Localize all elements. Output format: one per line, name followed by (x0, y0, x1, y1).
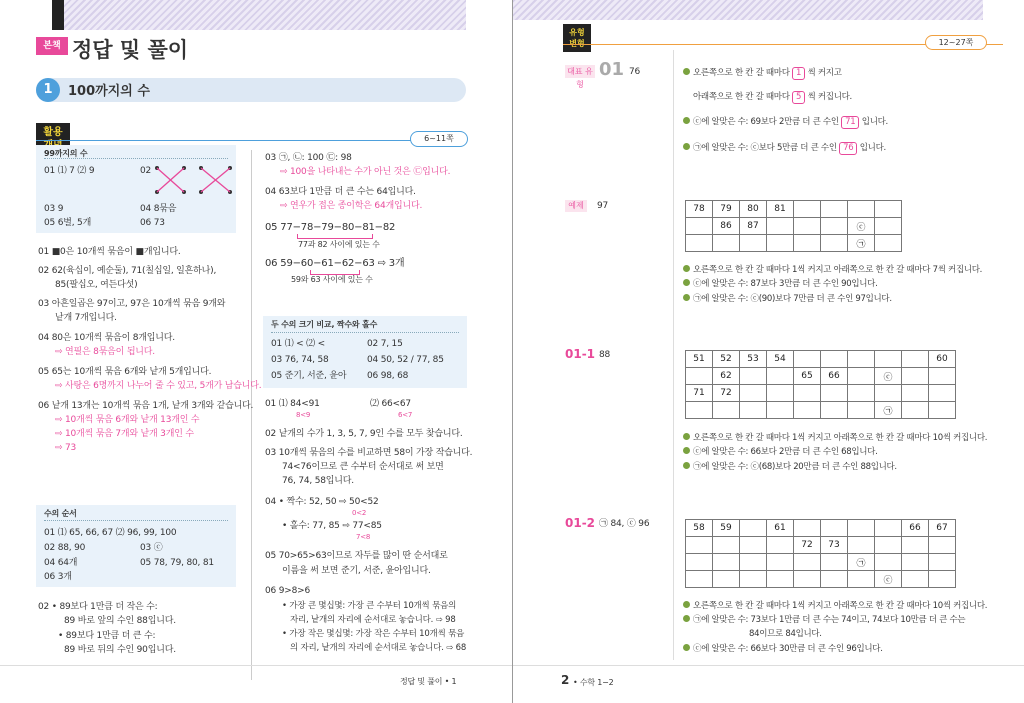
table-cell (740, 235, 767, 252)
table-cell (875, 537, 902, 554)
footer-text: • 수학 1−2 (573, 678, 614, 687)
rep-line-4: ㉠에 알맞은 수: ⓒ보다 5만큼 더 큰 수인 76 입니다. (683, 142, 886, 155)
exp-line: ⇨ 10개씩 묶음 6개와 낱개 13개인 수 (55, 415, 200, 425)
header-tab (52, 0, 64, 30)
table-cell (686, 554, 713, 571)
table-cell (740, 385, 767, 402)
table-cell: 87 (740, 218, 767, 235)
box3-a5: 05 준기, 서준, 윤아 (271, 371, 347, 381)
problem-1-label: 01-1 (565, 347, 596, 361)
exp2-line: 89 바로 뒤의 수인 90입니다. (64, 645, 176, 655)
table-cell (686, 368, 713, 385)
table-cell (929, 554, 956, 571)
col2b-line: 자리, 낱개의 자리에 순서대로 놓습니다. ⇨ 98 (290, 615, 456, 625)
book-tag: 본책 (36, 37, 68, 55)
table-cell (713, 537, 740, 554)
table-cell: 65 (794, 368, 821, 385)
table-cell: 72 (713, 385, 740, 402)
table-cell (848, 402, 875, 419)
table-cell (902, 368, 929, 385)
exp-line: 85(팔십오, 여든다섯) (55, 280, 138, 290)
table-cell (902, 385, 929, 402)
exp-line: 04 80은 10개씩 묶음이 8개입니다. (38, 333, 175, 343)
table-cell: 53 (740, 351, 767, 368)
table-row (686, 520, 956, 537)
table-cell (875, 554, 902, 571)
p2-line: ㉠에 알맞은 수: 73보다 1만큼 더 큰 수는 74이고, 74보다 10만큼 더 큰 수는 (683, 614, 965, 627)
unit-number: 1 (36, 78, 60, 102)
table-cell (821, 351, 848, 368)
problem-1-answer: 88 (599, 350, 611, 360)
section-rule (36, 140, 460, 141)
table-cell (794, 385, 821, 402)
table-cell: ⓒ (848, 218, 875, 235)
table-cell (794, 235, 821, 252)
table-cell (821, 520, 848, 537)
col2b-line: 01 ⑴ 84<91 (265, 399, 320, 409)
table-cell (686, 571, 713, 588)
table-cell (740, 554, 767, 571)
page-range: 12~27쪽 (925, 35, 987, 50)
page-title: 정답 및 풀이 (72, 38, 189, 62)
box3-a4: 04 50, 52 / 77, 85 (367, 355, 444, 365)
section-badge: 활용 (36, 123, 70, 155)
problem-2-answer: ㉠ 84, ⓒ 96 (599, 519, 650, 529)
col2b-line: • 가장 큰 몇십몇: 가장 큰 수부터 10개씩 묶음의 (282, 601, 457, 611)
table-cell: 79 (713, 201, 740, 218)
exp2-line: 89 바로 앞의 수인 88입니다. (64, 616, 176, 626)
table-cell: 58 (686, 520, 713, 537)
table-cell: 66 (821, 368, 848, 385)
table-cell (848, 385, 875, 402)
col2b-line: 03 10개씩 묶음의 수를 비교하면 58이 가장 작습니다. (265, 448, 473, 458)
table-cell (794, 554, 821, 571)
box1-a1: 01 ⑴ 7 ⑵ 9 (44, 166, 95, 176)
table-cell: 54 (767, 351, 794, 368)
box3-a2: 02 7, 15 (367, 339, 403, 349)
table-cell (821, 201, 848, 218)
example-label: 예제 (565, 200, 587, 212)
col2-line: 06 59−60−61−62−63 ⇨ 3개 (265, 258, 405, 269)
box1-a4: 04 8묶음 (140, 204, 177, 214)
column-divider (673, 50, 674, 660)
p1-line: ⓒ에 알맞은 수: 66보다 2만큼 더 큰 수인 68입니다. (683, 446, 878, 459)
box2-title: 수의 순서 (44, 509, 77, 518)
col2b-line: 6<7 (398, 411, 413, 419)
table-cell (740, 537, 767, 554)
table-row (686, 201, 902, 218)
table-cell (875, 385, 902, 402)
exp2-line: • 89보다 1만큼 더 큰 수: (58, 631, 156, 641)
table-cell (686, 537, 713, 554)
table-cell (875, 201, 902, 218)
exp-line: 06 낱개 13개는 10개씩 묶음 1개, 낱개 3개와 같습니다. (38, 401, 254, 411)
table-cell: ㉠ (848, 554, 875, 571)
table-cell (740, 402, 767, 419)
table-cell (767, 402, 794, 419)
col2b-line: 04 • 짝수: 52, 50 ⇨ 50<52 (265, 497, 379, 507)
exp-line: ⇨ 사탕은 6명까지 나누어 줄 수 있고, 5개가 남습니다. (55, 381, 262, 391)
table-cell: 52 (713, 351, 740, 368)
table-cell (794, 351, 821, 368)
table-row (686, 235, 902, 252)
rep-line-2: 아래쪽으로 한 칸 갈 때마다 5 씩 커집니다. (693, 92, 852, 102)
table-row (686, 554, 956, 571)
number-table-3 (685, 519, 956, 588)
box1-title: 99까지의 수 (44, 149, 88, 158)
table-cell (902, 554, 929, 571)
table-cell (740, 571, 767, 588)
exp-line: 낱개 7개입니다. (55, 313, 117, 323)
box2-a6: 06 3개 (44, 572, 72, 582)
table-cell (875, 235, 902, 252)
table-cell: 72 (794, 537, 821, 554)
table-cell (929, 537, 956, 554)
table-cell (686, 235, 713, 252)
col2b-line: • 가장 작은 몇십몇: 가장 작은 수부터 10개씩 묶음 (282, 629, 465, 639)
table-cell (794, 218, 821, 235)
table-cell (767, 571, 794, 588)
table-cell (794, 520, 821, 537)
table-cell (794, 201, 821, 218)
table-cell (821, 571, 848, 588)
page-footer: 정답 및 풀이 • 1 (400, 677, 457, 686)
table-cell: 60 (929, 351, 956, 368)
box3-a6: 06 98, 68 (367, 371, 409, 381)
table-cell: 66 (902, 520, 929, 537)
box3-a3: 03 76, 74, 58 (271, 355, 329, 365)
box2-a4: 04 64개 (44, 558, 78, 568)
exp-line: ⇨ 73 (55, 443, 77, 453)
col2b-line: • 홀수: 77, 85 ⇨ 77<85 (282, 521, 382, 531)
header-hatch (62, 0, 466, 30)
table-cell (902, 571, 929, 588)
table-cell: 81 (767, 201, 794, 218)
table-cell (713, 571, 740, 588)
ex-line: ㉠에 알맞은 수: ⓒ(90)보다 7만큼 더 큰 수인 97입니다. (683, 293, 892, 306)
table-cell (929, 571, 956, 588)
answer-box-3 (263, 316, 467, 388)
exp-line: 01 ■0은 10개씩 묶음이 ■개입니다. (38, 247, 181, 257)
number-table-2 (685, 350, 956, 419)
p2-line: 84이므로 84입니다. (749, 629, 822, 639)
rep-line-3: ⓒ에 알맞은 수: 69보다 2만큼 더 큰 수인 71 입니다. (683, 116, 888, 129)
rep-number: 01 (599, 59, 625, 80)
table-row (686, 218, 902, 235)
right-page (512, 0, 1024, 703)
table-cell (875, 351, 902, 368)
table-cell (929, 402, 956, 419)
table-cell (902, 537, 929, 554)
section-badge: 유형 변형 (563, 24, 591, 52)
matching-diagram (154, 161, 236, 199)
table-cell (686, 218, 713, 235)
table-cell (902, 402, 929, 419)
col2-line: 05 77−78−79−80−81−82 (265, 222, 396, 233)
table-cell (848, 520, 875, 537)
table-cell: 59 (713, 520, 740, 537)
table-cell (767, 385, 794, 402)
exp-line: 03 아흔일곱은 97이고, 97은 10개씩 묶음 9개와 (38, 299, 226, 309)
table-row (686, 537, 956, 554)
table-cell (902, 351, 929, 368)
table-cell (848, 571, 875, 588)
table-cell (848, 368, 875, 385)
table-cell: 67 (929, 520, 956, 537)
table-cell: 86 (713, 218, 740, 235)
col2-line: 04 63보다 1만큼 더 큰 수는 64입니다. (265, 187, 416, 197)
table-cell (929, 368, 956, 385)
table-cell (767, 218, 794, 235)
table-cell: ㉠ (875, 402, 902, 419)
box2-a2: 02 88, 90 (44, 543, 86, 553)
table-cell (821, 402, 848, 419)
col2b-line: ⑵ 66<67 (370, 399, 411, 409)
table-cell: ⓒ (875, 368, 902, 385)
table-cell (848, 537, 875, 554)
col2-line: ⇨ 연우가 접은 종이학은 64개입니다. (280, 201, 423, 211)
col2b-line: 7<8 (356, 533, 371, 541)
page-range: 6~11쪽 (410, 131, 468, 147)
table-cell (794, 571, 821, 588)
table-cell (740, 520, 767, 537)
p2-line: 오른쪽으로 한 칸 갈 때마다 1씩 커지고 아래쪽으로 한 칸 갈 때마다 10씩 커집니다. (683, 600, 987, 613)
col2b-line: 06 9>8>6 (265, 586, 310, 596)
table-cell: 78 (686, 201, 713, 218)
box3-a1: 01 ⑴ < ⑵ < (271, 339, 325, 349)
table-cell: 62 (713, 368, 740, 385)
table-cell (686, 402, 713, 419)
example-answer: 97 (597, 201, 609, 211)
col2b-line: 이름을 써 보면 준기, 서준, 윤아입니다. (282, 566, 431, 576)
col2b-line: 8<9 (296, 411, 311, 419)
table-cell (875, 218, 902, 235)
header-hatch (513, 0, 983, 20)
table-cell: 71 (686, 385, 713, 402)
exp-line: 02 62(육십이, 예순둘), 71(칠십일, 일흔하나), (38, 266, 217, 276)
box2-a5: 05 78, 79, 80, 81 (140, 558, 214, 568)
col2-line: 03 ㉠, ㉡: 100 ㉢: 98 (265, 153, 352, 163)
ex-line: 오른쪽으로 한 칸 갈 때마다 1씩 커지고 아래쪽으로 한 칸 갈 때마다 7씩 커집니다. (683, 264, 982, 277)
box2-a3: 03 ⓒ (140, 543, 163, 553)
col2b-line: 의 자리, 낱개의 자리에 순서대로 놓습니다. ⇨ 68 (290, 643, 467, 653)
p1-line: 오른쪽으로 한 칸 갈 때마다 1씩 커지고 아래쪽으로 한 칸 갈 때마다 10씩 커집니다. (683, 432, 987, 445)
table-cell (821, 554, 848, 571)
footer-page-number: 2 (561, 673, 570, 687)
table-cell: 51 (686, 351, 713, 368)
table-cell (713, 402, 740, 419)
table-cell (821, 235, 848, 252)
table-cell (767, 368, 794, 385)
box1-a5: 05 6별, 5개 (44, 218, 92, 228)
p2-line: ⓒ에 알맞은 수: 66보다 30만큼 더 큰 수인 96입니다. (683, 643, 883, 656)
ex-line: ⓒ에 알맞은 수: 87보다 3만큼 더 큰 수인 90입니다. (683, 278, 878, 291)
rep-line-1: 오른쪽으로 한 칸 갈 때마다 1 씩 커지고 (683, 67, 842, 80)
table-row (686, 351, 956, 368)
col2b-line: 74<76이므로 큰 수부터 순서대로 써 보면 (282, 462, 444, 472)
table-cell: ⓒ (875, 571, 902, 588)
table-cell (713, 235, 740, 252)
table-cell: 80 (740, 201, 767, 218)
table-row (686, 368, 956, 385)
table-cell (848, 351, 875, 368)
exp-line: ⇨ 연필은 8묶음이 됩니다. (55, 347, 155, 357)
exp-line: 05 65는 10개씩 묶음 6개와 낱개 5개입니다. (38, 367, 212, 377)
col2-line: 59와 63 사이에 있는 수 (291, 275, 373, 284)
table-cell (929, 385, 956, 402)
table-cell (767, 537, 794, 554)
table-cell: 61 (767, 520, 794, 537)
col2b-line: 0<2 (352, 509, 367, 517)
table-row (686, 402, 956, 419)
table-cell: ㉠ (848, 235, 875, 252)
table-cell (713, 554, 740, 571)
col2-line: ⇨ 100을 나타내는 수가 아닌 것은 ㉢입니다. (280, 167, 451, 177)
rep-label: 대표 유형 (565, 65, 595, 78)
table-cell (740, 368, 767, 385)
col2b-line: 05 70>65>63이므로 자두를 많이 딴 순서대로 (265, 551, 448, 561)
table-cell: 73 (821, 537, 848, 554)
rep-answer: 76 (629, 67, 641, 77)
box2-a1: 01 ⑴ 65, 66, 67 ⑵ 96, 99, 100 (44, 528, 177, 538)
table-cell (794, 402, 821, 419)
box1-a6: 06 73 (140, 218, 165, 228)
answer-box-2 (36, 505, 236, 587)
box1-a2: 02 (140, 166, 152, 176)
exp2-line: 02 • 89보다 1만큼 더 작은 수: (38, 602, 158, 612)
table-cell (821, 385, 848, 402)
exp-line: ⇨ 10개씩 묶음 7개와 낱개 3개인 수 (55, 429, 194, 439)
table-cell (767, 554, 794, 571)
table-row (686, 571, 956, 588)
unit-title: 100까지의 수 (68, 84, 150, 99)
problem-2-label: 01-2 (565, 516, 596, 530)
table-cell (875, 520, 902, 537)
col2-line: 77과 82 사이에 있는 수 (298, 240, 380, 249)
table-cell (767, 235, 794, 252)
table-cell (848, 201, 875, 218)
table-row (686, 385, 956, 402)
box3-title: 두 수의 크기 비교, 짝수와 홀수 (271, 320, 378, 329)
column-divider (251, 150, 252, 680)
answer-box-1 (36, 145, 236, 233)
col2b-line: 02 낱개의 수가 1, 3, 5, 7, 9인 수를 모두 찾습니다. (265, 429, 463, 439)
p1-line: ㉠에 알맞은 수: ⓒ(68)보다 20만큼 더 큰 수인 88입니다. (683, 461, 897, 474)
col2b-line: 76, 74, 58입니다. (282, 476, 354, 486)
box1-a3: 03 9 (44, 204, 64, 214)
table-cell (821, 218, 848, 235)
number-table-1 (685, 200, 902, 252)
